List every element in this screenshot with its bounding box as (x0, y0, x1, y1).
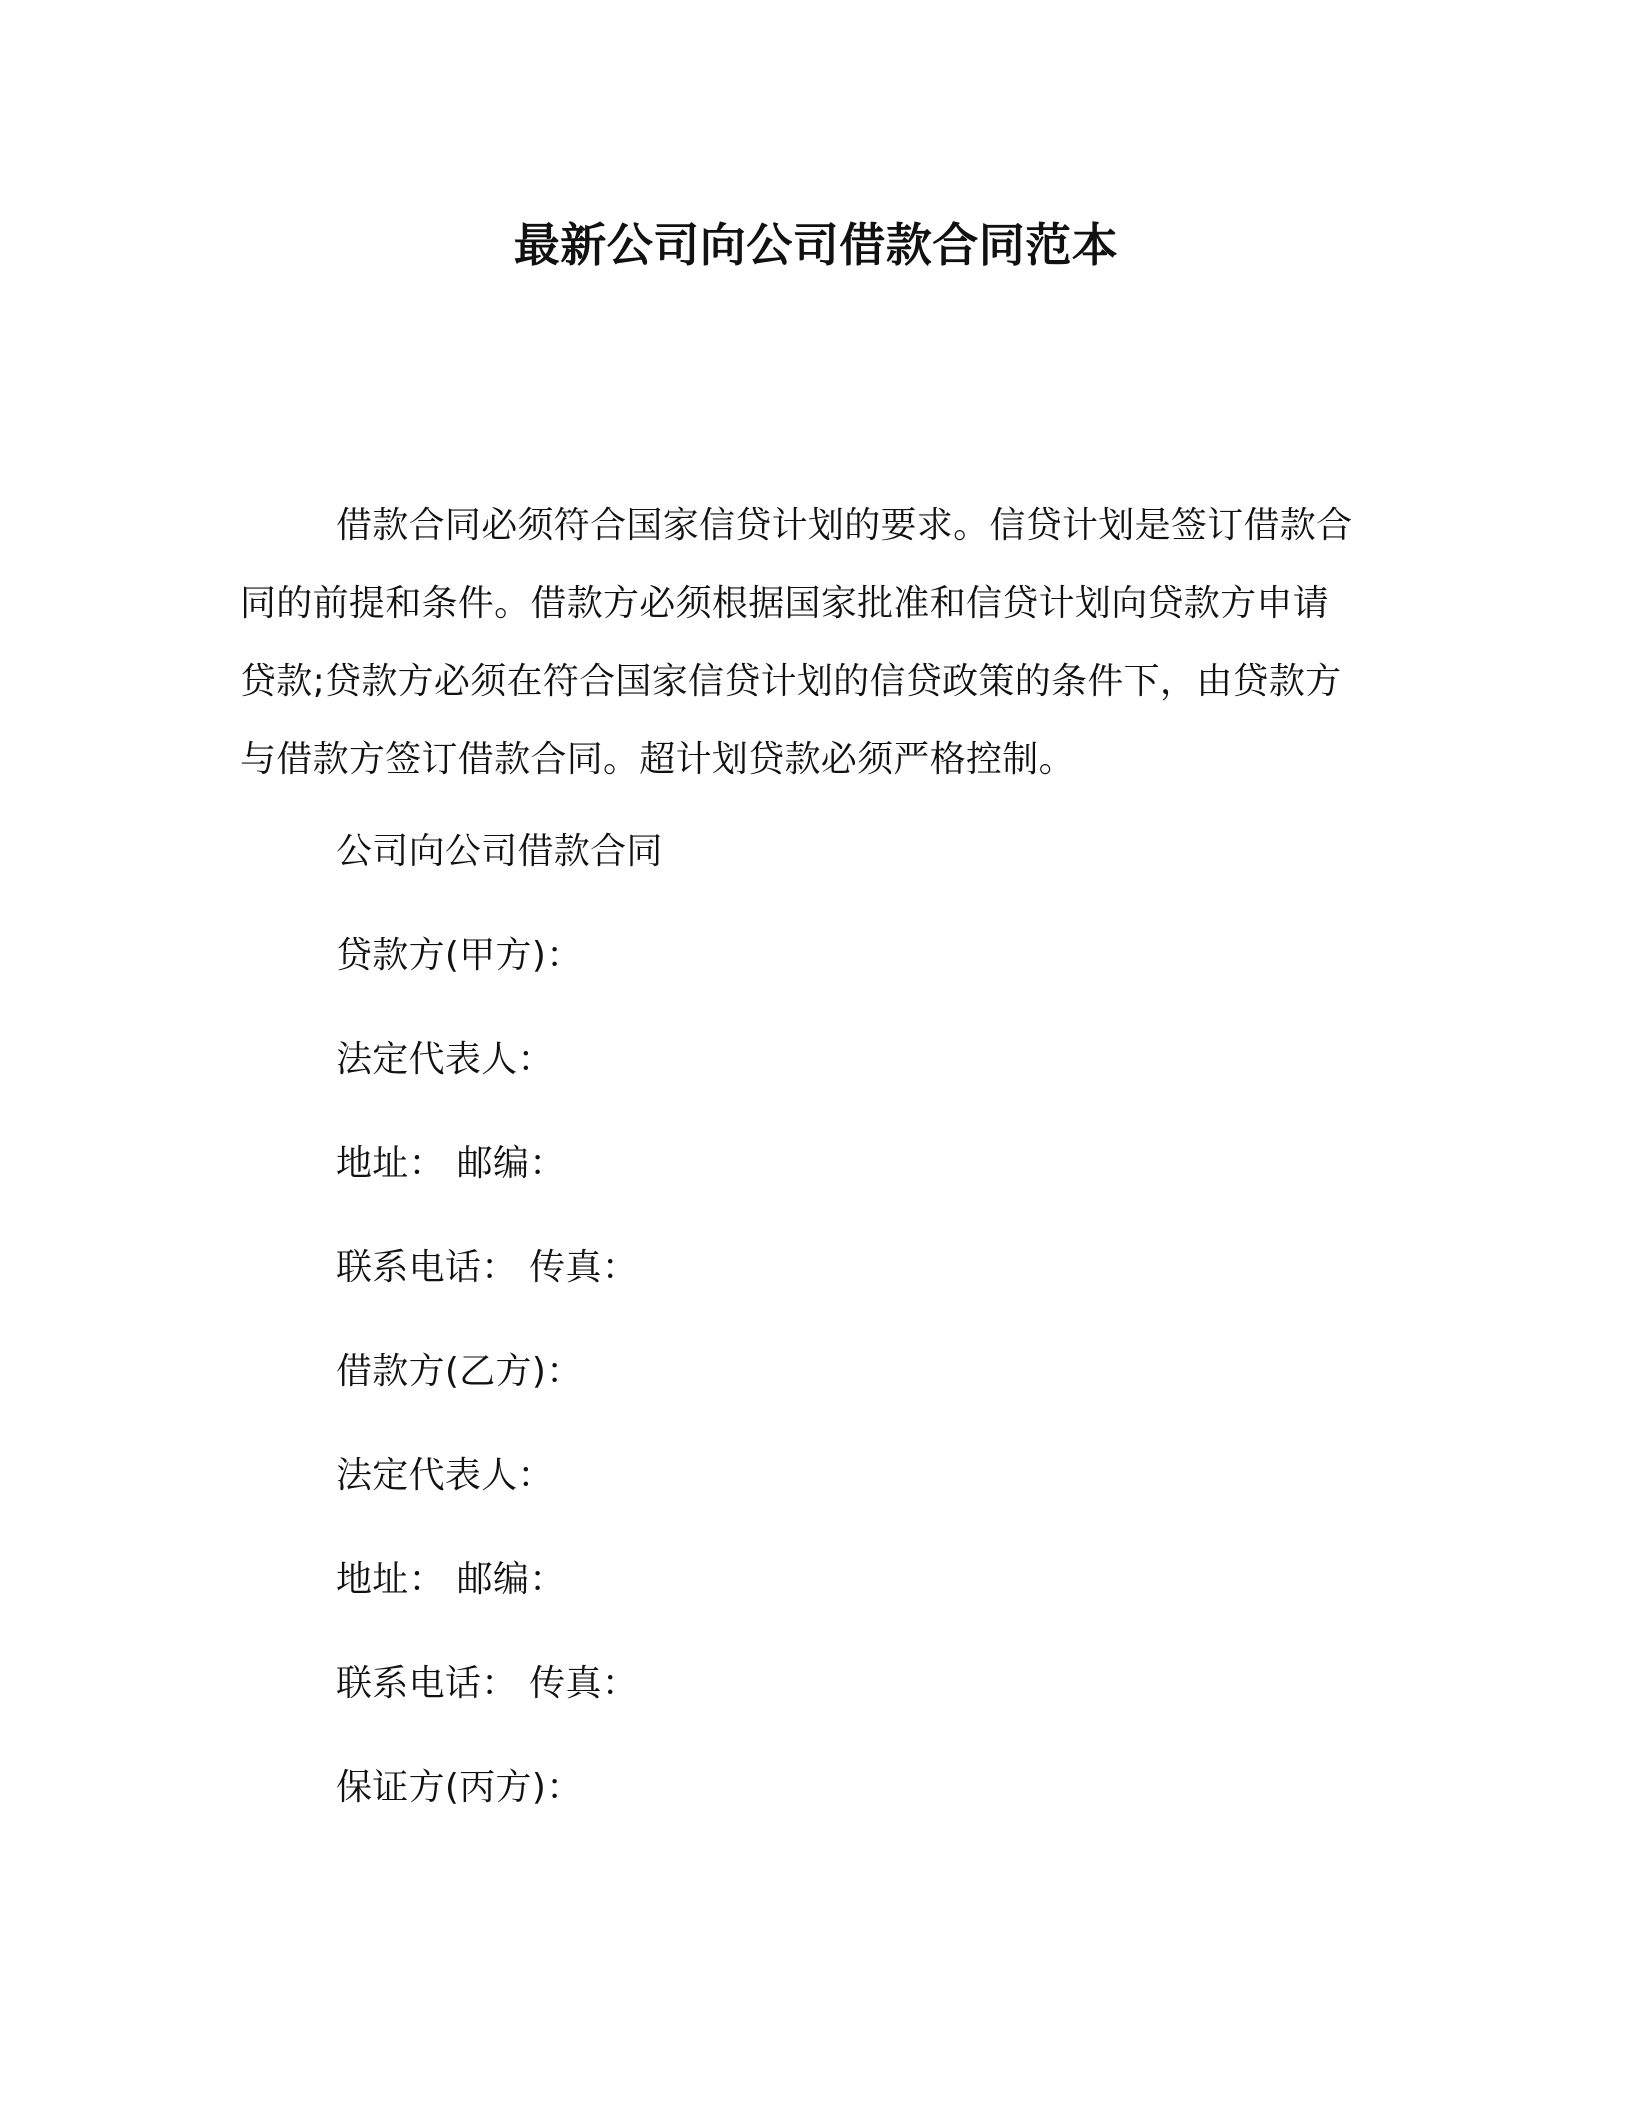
intro-line: 借款合同必须符合国家信贷计划的要求。信贷计划是签订借款合 (336, 505, 1353, 546)
borrower-representative-field: 法定代表人： (336, 1455, 554, 1496)
contract-field-list (336, 817, 663, 1857)
borrower-address-field: 地址： 邮编： (336, 1559, 566, 1600)
borrower-field: 借款方(乙方)： (336, 1351, 583, 1392)
guarantor-field: 保证方(丙方)： (336, 1767, 583, 1808)
contract-heading: 公司向公司借款合同 (336, 831, 663, 872)
intro-line: 与借款方签订借款合同。超计划贷款必须严格控制。 (240, 739, 1075, 780)
intro-line: 贷款;贷款方必须在符合国家信贷计划的信贷政策的条件下，由贷款方 (240, 661, 1342, 702)
lender-contact-field: 联系电话： 传真： (336, 1247, 639, 1288)
lender-representative-field: 法定代表人： (336, 1039, 554, 1080)
lender-field: 贷款方(甲方)： (336, 935, 583, 976)
borrower-contact-field: 联系电话： 传真： (336, 1663, 639, 1704)
intro-paragraph (240, 487, 1375, 799)
document-title: 最新公司向公司借款合同范本 (513, 218, 1119, 272)
intro-line: 同的前提和条件。借款方必须根据国家批准和信贷计划向贷款方申请 (240, 583, 1330, 624)
lender-address-field: 地址： 邮编： (336, 1143, 566, 1184)
